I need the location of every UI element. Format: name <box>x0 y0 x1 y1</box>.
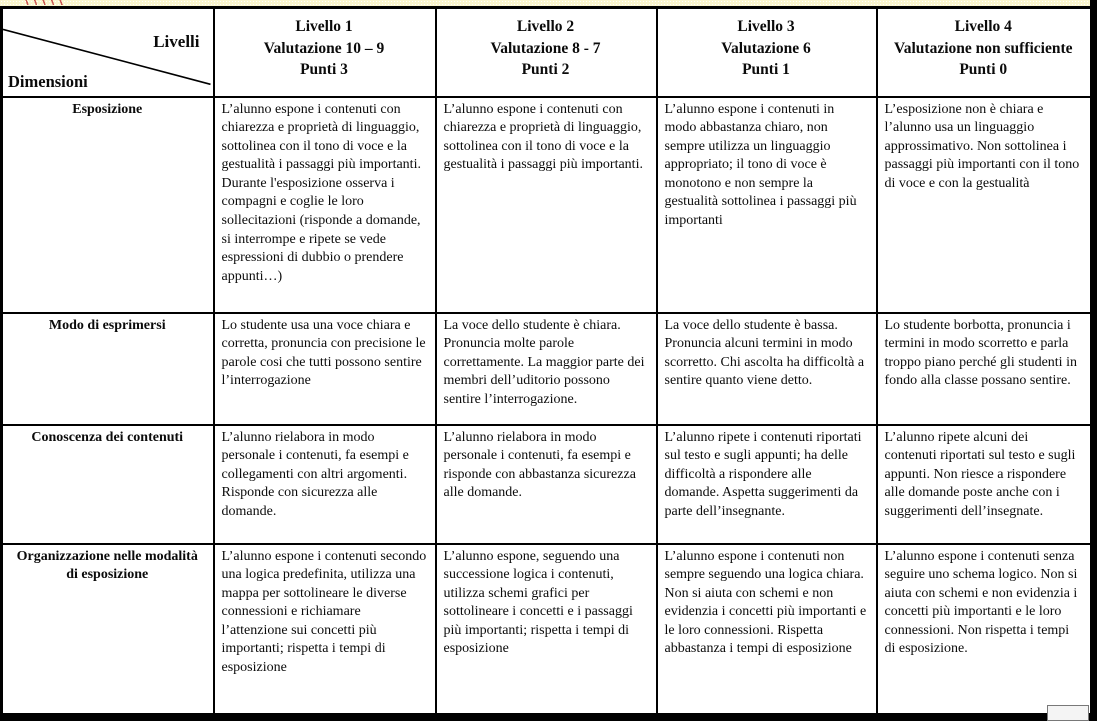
row-modo-di-esprimersi <box>2 313 1092 425</box>
scroll-corner-button[interactable] <box>1047 705 1089 721</box>
rubric-cell: L’alunno espone i contenuti senza seguire uno schema logico. Non si aiuta con schemi e non evidenzia i concetti più importanti e le loro connessioni. Non rispetta i tempi di esposizione. <box>877 544 1092 720</box>
level-title: Livello 1 <box>295 18 353 35</box>
rubric-cell: Lo studente usa una voce chiara e corretta, pronuncia con precisione le parole cosi che tutti possono sentire l’interrogazione <box>214 313 436 425</box>
level-valutazione: Valutazione 8 - 7 <box>490 39 601 57</box>
rubric-cell: L’alunno rielabora in modo personale i contenuti, fa esempi e risponde con abbastanza sicurezza alle domande. <box>436 425 657 544</box>
level-punti: Punti 2 <box>521 61 570 78</box>
row-conoscenza-dei-contenuti <box>2 425 1092 544</box>
rubric-cell: L’alunno espone i contenuti in modo abbastanza chiaro, non sempre utilizza un linguaggio appropriato; il tono di voce è monotono e non sempre la gestualità sottolinea i passaggi più importanti <box>657 97 877 313</box>
level-valutazione: Valutazione non sufficiente <box>893 39 1073 57</box>
column-header-livello-4 <box>877 8 1092 97</box>
rubric-cell: La voce dello studente è bassa. Pronuncia alcuni termini in modo scorretto. Chi ascolta ha difficoltà a sentire quanto viene detto. <box>657 313 877 425</box>
row-organizzazione <box>2 544 1092 720</box>
level-title: Livello 4 <box>954 18 1012 35</box>
rubric-cell: L’esposizione non è chiara e l’alunno usa un linguaggio approssimativo. Non sottolinea i passaggi più importanti con il tono di voce e con la gestualità <box>877 97 1092 313</box>
header-row <box>2 8 1092 97</box>
rubric-cell: L’alunno ripete i contenuti riportati sul testo e sugli appunti; ha delle difficoltà a rispondere alle domande. Aspetta suggerimenti da parte dell’insegnante. <box>657 425 877 544</box>
dimension-label-esposizione: Esposizione <box>2 97 214 313</box>
corner-label-livelli: Livelli <box>153 32 200 51</box>
row-esposizione <box>2 97 1092 313</box>
level-punti: Punti 1 <box>742 61 790 78</box>
level-punti: Punti 0 <box>959 61 1008 78</box>
top-strip <box>0 0 1090 6</box>
rubric-cell: L’alunno espone i contenuti secondo una logica predefinita, utilizza una mappa per sottolineare le diverse connessioni e richiamare l’attenzione sui concetti più importanti; rispetta i tempi di esposizione <box>214 544 436 720</box>
rubric-cell: L’alunno rielabora in modo personale i contenuti, fa esempi e collegamenti con altri argomenti. Risponde con sicurezza alle domande. <box>214 425 436 544</box>
rubric-table <box>0 6 1093 721</box>
corner-label-dimensioni: Dimensioni <box>8 72 88 91</box>
level-valutazione: Valutazione 10 – 9 <box>263 39 385 57</box>
rubric-cell: Lo studente borbotta, pronuncia i termini in modo scorretto e parla troppo piano perché gli studenti in fondo alla classe possano sentire. <box>877 313 1092 425</box>
rubric-cell: L’alunno espone i contenuti non sempre seguendo una logica chiara. Non si aiuta con schemi e non evidenzia i concetti più importanti e le loro connessioni. Rispetta abbastanza i tempi di esposizione <box>657 544 877 720</box>
dimension-label-modo-di-esprimersi: Modo di esprimersi <box>2 313 214 425</box>
column-header-livello-3 <box>657 8 877 97</box>
dimension-label-organizzazione: Organizzazione nelle modalità di esposizione <box>2 544 214 720</box>
rubric-cell: L’alunno espone i contenuti con chiarezza e proprietà di linguaggio, sottolinea con il tono di voce e la gestualità i passaggi più importanti. <box>436 97 657 313</box>
rubric-cell: L’alunno espone, seguendo una successione logica i contenuti, utilizza schemi grafici per sottolineare i concetti e i passaggi più importanti; rispetta i tempi di esposizione <box>436 544 657 720</box>
corner-cell <box>2 8 214 97</box>
rubric-cell: L’alunno ripete alcuni dei contenuti riportati sul testo e sugli appunti. Non riesce a rispondere alle domande poste anche con i suggerimenti dell’insegnate. <box>877 425 1092 544</box>
level-punti: Punti 3 <box>300 61 348 78</box>
rubric-cell: La voce dello studente è chiara. Pronuncia molte parole correttamente. La maggior parte dei membri dell’uditorio possono sentire l’interrogazione. <box>436 313 657 425</box>
level-valutazione: Valutazione 6 <box>721 39 811 57</box>
rubric-cell: L’alunno espone i contenuti con chiarezza e proprietà di linguaggio, sottolinea con il tono di voce e la gestualità i passaggi più importanti. Durante l'esposizione osserva i compagni e coglie le loro sollecitazioni (risponde a domande, si interrompe e ripete se vede espressioni di dubbio o prendere appunti…) <box>214 97 436 313</box>
clipped-red-marks <box>24 0 68 5</box>
dimension-label-conoscenza: Conoscenza dei contenuti <box>2 425 214 544</box>
level-title: Livello 3 <box>737 18 795 35</box>
level-title: Livello 2 <box>516 18 575 35</box>
column-header-livello-1 <box>214 8 436 97</box>
column-header-livello-2 <box>436 8 657 97</box>
